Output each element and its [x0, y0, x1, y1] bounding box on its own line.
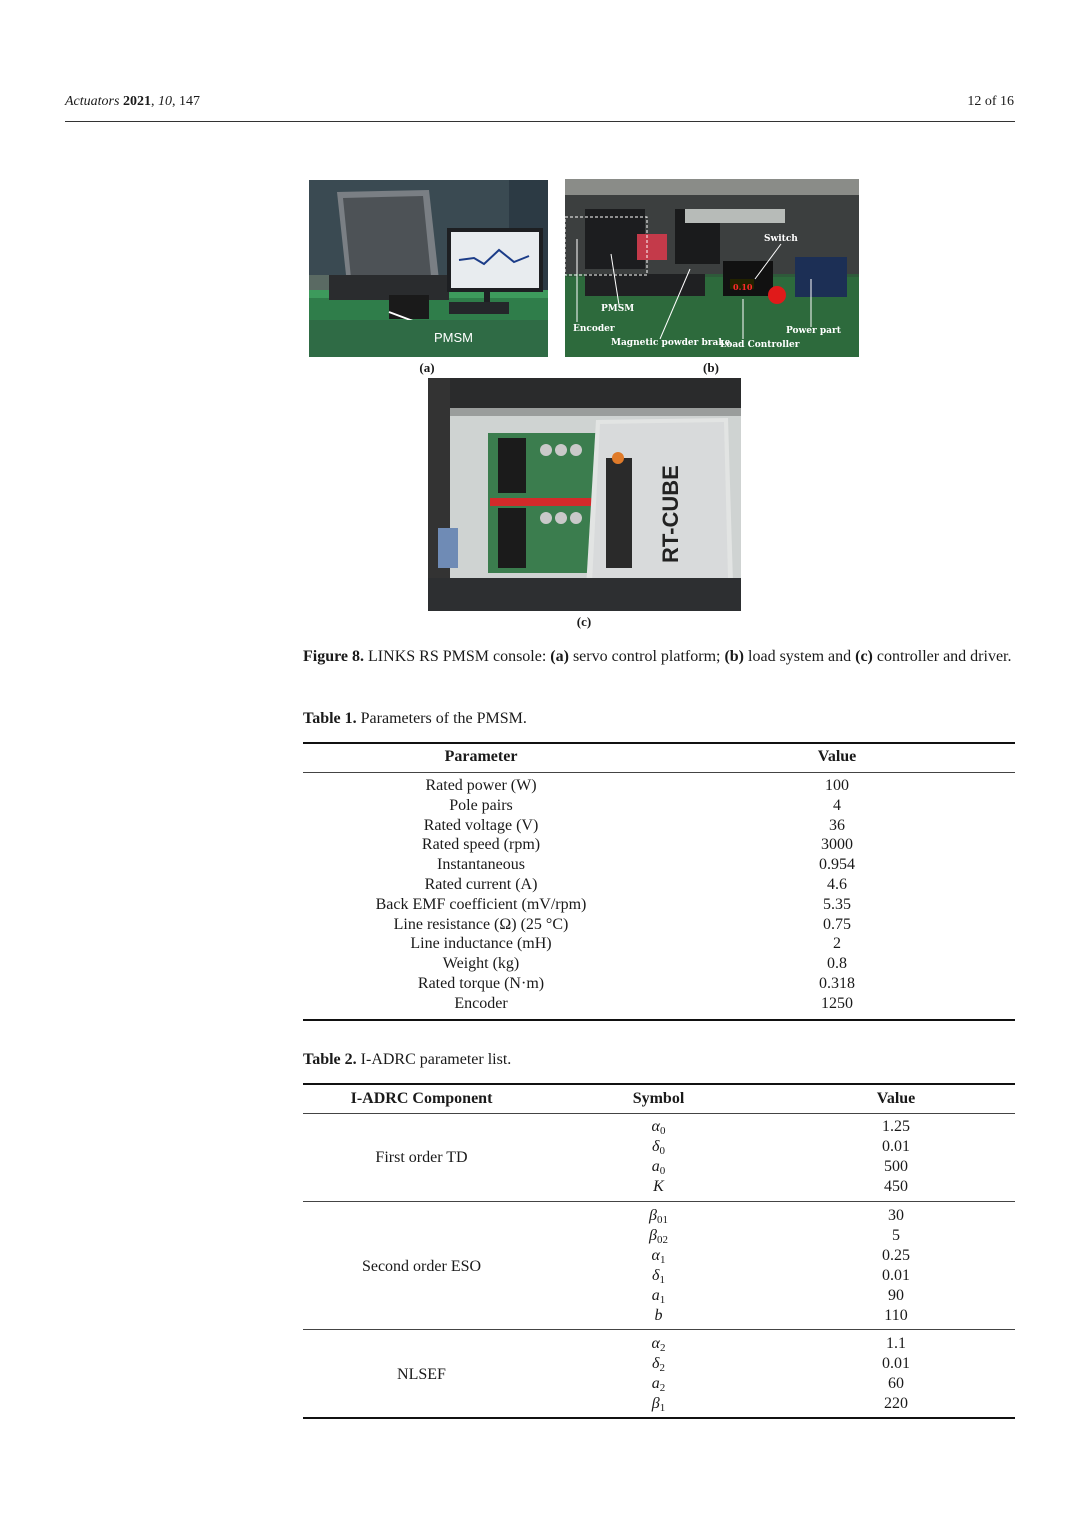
table1-header-value: Value — [817, 748, 857, 765]
figure-panel-a-photo — [309, 180, 548, 357]
table1-title-text: Parameters of the PMSM. — [356, 710, 527, 727]
table2-cell-value: 0.01 — [882, 1355, 910, 1372]
table1-cell-parameter: Rated current (A) — [424, 876, 538, 893]
table1-cell-value: 5.35 — [823, 895, 851, 913]
table1-title-label: Table 1. — [303, 710, 357, 727]
table2-bottom-rule — [303, 1417, 1015, 1419]
table1-row — [303, 916, 1015, 936]
table2-cell-symbol — [540, 1267, 777, 1286]
table2-symbol-base: δ — [652, 1355, 660, 1372]
table1-cell-parameter: Rated speed (rpm) — [421, 836, 541, 854]
table1-cell-value: 4.6 — [827, 876, 847, 893]
panel-a-label: (a) — [419, 360, 435, 375]
table2-symbol-subscript: 1 — [659, 1294, 666, 1306]
panel-c-label: (c) — [576, 614, 592, 629]
table1-cell-value: 100 — [825, 777, 849, 794]
panel-c-rt-cube-label: RT-CUBE — [658, 465, 683, 563]
running-header-citation: Actuators 2021, 10, 147 — [65, 94, 200, 109]
table2-cell-symbol — [540, 1158, 777, 1177]
table1-row — [303, 876, 1015, 896]
table2-symbol-subscript: 1 — [659, 1402, 666, 1414]
table2-symbol-base: α — [651, 1247, 660, 1264]
panel-b-label-brake: Magnetic powder brake — [611, 338, 731, 348]
table2-title-label: Table 2. — [303, 1051, 357, 1068]
table1-cell-value: 4 — [833, 796, 841, 814]
table2-cell-symbol — [540, 1307, 777, 1326]
figure-caption-text-4: controller and driver. — [872, 648, 1012, 665]
table2-symbol-subscript: 1 — [659, 1274, 665, 1286]
table1-cell-parameter: Rated torque (N·m) — [417, 975, 545, 992]
table2-cell-value: 90 — [888, 1287, 904, 1304]
table2-cell-component: NLSEF — [397, 1366, 446, 1383]
figure-caption-text-2: servo control platform; — [568, 648, 725, 665]
table2-symbol-base: K — [653, 1178, 664, 1195]
figure-caption-text-3: load system and — [744, 648, 856, 665]
table2-cell-value: 220 — [884, 1395, 908, 1412]
table2-cell-value: 5 — [892, 1227, 900, 1244]
table2-symbol-subscript: 0 — [659, 1125, 666, 1137]
table2-cell-value: 30 — [888, 1207, 904, 1224]
table1-header-parameter: Parameter — [444, 748, 518, 765]
table2-symbol-subscript: 2 — [659, 1362, 665, 1374]
figure-caption — [303, 645, 1015, 668]
table2-symbol-base: β — [651, 1395, 660, 1412]
table2-cell-component: Second order ESO — [361, 1258, 482, 1275]
table2-symbol-base: α — [651, 1335, 660, 1352]
table2-symbol-base: b — [654, 1307, 663, 1324]
table1-cell-value: 3000 — [821, 836, 853, 854]
table1-row — [303, 955, 1015, 975]
table2-cell-value: 450 — [884, 1178, 908, 1195]
table2-cell-value: 0.01 — [882, 1138, 910, 1155]
table2-symbol-subscript: 01 — [656, 1214, 668, 1226]
table2-cell-symbol — [540, 1227, 777, 1246]
table1-cell-parameter: Encoder — [454, 994, 508, 1012]
table2-cell-value: 1.25 — [882, 1118, 910, 1135]
table1-header-rule — [303, 772, 1015, 773]
table1-cell-value: 0.318 — [819, 975, 855, 992]
table2-header-component: I-ADRC Component — [350, 1090, 493, 1107]
journal-name: Actuators — [65, 94, 120, 109]
figure-caption-label: Figure 8. — [303, 648, 365, 665]
table2-symbol-subscript: 2 — [659, 1382, 666, 1394]
figure-caption-b: (b) — [724, 648, 745, 665]
table2-cell-symbol — [540, 1355, 777, 1374]
table1-cell-value: 0.954 — [819, 856, 855, 874]
table2-symbol-base: a — [651, 1375, 660, 1392]
figure-caption-a: (a) — [550, 648, 569, 665]
table2-cell-value: 0.25 — [882, 1247, 910, 1264]
table1-cell-value: 1250 — [821, 994, 853, 1012]
figure-caption-c: (c) — [855, 648, 873, 665]
table2-cell-value: 110 — [884, 1307, 908, 1324]
table1-row — [303, 856, 1015, 876]
table1-top-rule — [303, 742, 1015, 744]
table2-symbol-base: δ — [652, 1138, 660, 1155]
table2-symbol-base: a — [651, 1287, 660, 1304]
panel-b-label-pmsm: PMSM — [601, 304, 635, 314]
table2-top-rule — [303, 1083, 1015, 1085]
table1-cell-parameter: Weight (kg) — [442, 955, 520, 973]
table2-group-rule — [303, 1201, 1015, 1202]
table2-symbol-subscript: 1 — [659, 1254, 666, 1266]
table1-cell-parameter: Rated voltage (V) — [423, 816, 539, 834]
table1-cell-parameter: Line inductance (mH) — [410, 935, 552, 953]
table2-cell-component: First order TD — [375, 1149, 468, 1166]
table2-cell-symbol — [540, 1375, 777, 1394]
table2-symbol-base: δ — [652, 1267, 660, 1284]
table2-cell-symbol — [540, 1395, 777, 1414]
table2-cell-symbol — [540, 1138, 777, 1157]
figure-panel-c-photo — [428, 378, 741, 611]
table2-group-rule — [303, 1329, 1015, 1330]
table1-row — [303, 817, 1015, 837]
table2-symbol-subscript: 02 — [656, 1234, 668, 1246]
panel-b-label: (b) — [703, 360, 719, 375]
panel-b-label-switch: Switch — [764, 234, 798, 244]
article-number: 147 — [178, 94, 200, 109]
table1-cell-parameter: Instantaneous — [437, 856, 525, 874]
table2-symbol-base: α — [651, 1118, 660, 1135]
table2-cell-symbol — [540, 1335, 777, 1354]
panel-b-label-power-part: Power part — [786, 326, 841, 336]
table1-cell-parameter: Back EMF coefficient (mV/rpm) — [375, 895, 587, 913]
table2-cell-value: 1.1 — [886, 1335, 906, 1352]
table1-cell-value: 0.75 — [823, 915, 851, 933]
table1-row — [303, 836, 1015, 856]
figure-panel-b-photo — [565, 179, 859, 357]
table1-row — [303, 896, 1015, 916]
table1-cell-value: 0.8 — [827, 955, 847, 973]
table1-row — [303, 935, 1015, 955]
journal-year: 2021 — [122, 94, 151, 109]
table2-header-value: Value — [876, 1090, 916, 1107]
table1-row — [303, 975, 1015, 995]
table2-cell-value: 0.01 — [882, 1267, 910, 1284]
table1-row — [303, 797, 1015, 817]
panel-b-label-load-controller: Load Controller — [720, 340, 800, 350]
table2-cell-symbol — [540, 1118, 777, 1137]
table1-cell-parameter: Pole pairs — [449, 796, 513, 814]
table2-symbol-subscript: 2 — [659, 1342, 666, 1354]
table2-title — [303, 1051, 511, 1069]
table2-symbol-base: β — [649, 1227, 657, 1244]
table2-header-rule — [303, 1113, 1015, 1114]
table2-cell-value: 500 — [884, 1158, 908, 1175]
table1-cell-value: 2 — [833, 935, 841, 953]
figure-caption-text-1: LINKS RS PMSM console: — [364, 648, 551, 665]
journal-volume: 10 — [157, 94, 172, 109]
table1-bottom-rule — [303, 1019, 1015, 1021]
table2-cell-symbol — [540, 1178, 777, 1197]
panel-b-display-readout: 0.10 — [733, 282, 753, 292]
panel-a-overlay-pmsm: PMSM — [434, 330, 473, 345]
table2-header-symbol: Symbol — [632, 1090, 685, 1107]
table1-row — [303, 995, 1015, 1015]
table2-cell-symbol — [540, 1247, 777, 1266]
table2-cell-symbol — [540, 1207, 777, 1226]
page-number: 12 of 16 — [967, 94, 1014, 109]
table1-row — [303, 777, 1015, 797]
table2-symbol-subscript: 0 — [659, 1145, 665, 1157]
table2-cell-symbol — [540, 1287, 777, 1306]
table1-cell-parameter: Rated power (W) — [425, 777, 537, 794]
table2-title-text: I-ADRC parameter list. — [356, 1051, 512, 1068]
table2-symbol-base: a — [651, 1158, 660, 1175]
table1-cell-value: 36 — [829, 816, 845, 834]
table2-cell-value: 60 — [888, 1375, 904, 1392]
table2-symbol-subscript: 0 — [659, 1165, 666, 1177]
panel-b-label-encoder: Encoder — [573, 324, 615, 334]
header-rule — [65, 121, 1015, 122]
table2-symbol-base: β — [649, 1207, 657, 1224]
table1-cell-parameter: Line resistance (Ω) (25 °C) — [393, 915, 569, 933]
table1-title — [303, 710, 527, 728]
table1-header-row — [303, 748, 1015, 768]
